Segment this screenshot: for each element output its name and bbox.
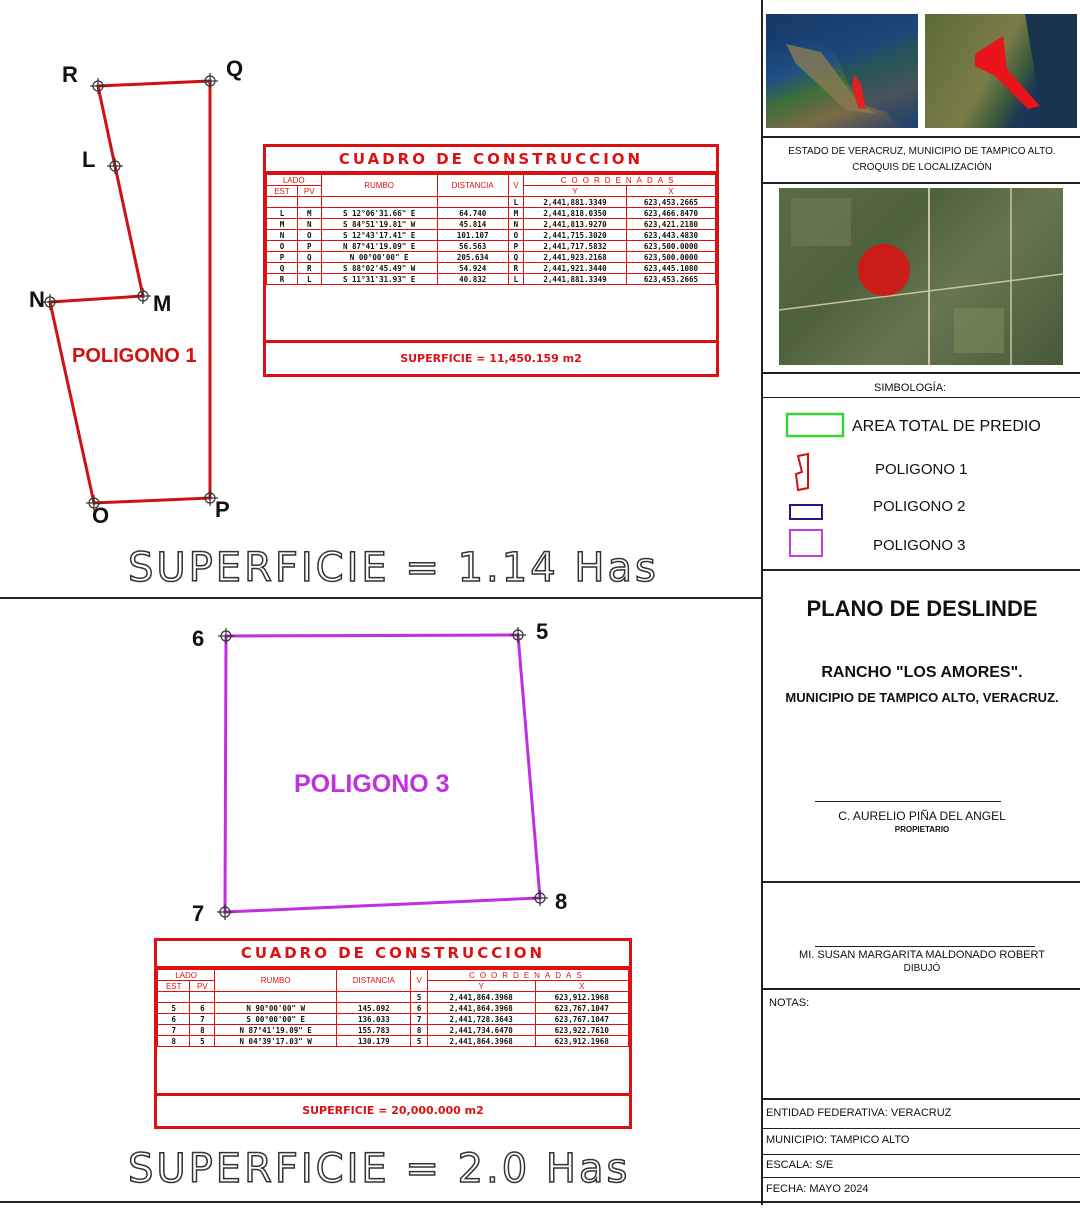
- rancho-name: RANCHO "LOS AMORES".: [821, 664, 1023, 681]
- cell-est: L: [267, 208, 298, 219]
- cell-rumbo: N 90°00'00" W: [215, 1003, 337, 1014]
- legend-label-poligono-2: POLIGONO 2: [873, 498, 966, 515]
- cell-y: 2,441,923.2168: [524, 252, 627, 263]
- sidebar-divider: [763, 136, 1080, 138]
- cell-rumbo: S 12°06'31.66" E: [321, 208, 437, 219]
- cell-y: 2,441,818.0350: [524, 208, 627, 219]
- entidad-field: ENTIDAD FEDERATIVA: VERACRUZ: [766, 1107, 952, 1119]
- fecha-field: FECHA: MAYO 2024: [766, 1183, 869, 1195]
- cell-x: 623,500.0000: [626, 252, 715, 263]
- table-row: [267, 263, 716, 274]
- vertex-label-p: P: [215, 497, 230, 522]
- cell-rumbo: S 84°51'19.81" W: [321, 219, 437, 230]
- cell-v: L: [508, 274, 524, 285]
- cell-pv: 5: [190, 1036, 215, 1047]
- cell-v: 5: [411, 992, 427, 1003]
- cell-y: 2,441,881.3349: [524, 274, 627, 285]
- cell-x: 623,912.1968: [535, 1036, 629, 1047]
- cell-pv: L: [297, 274, 321, 285]
- cell-x: 623,421.2180: [626, 219, 715, 230]
- vertex-label-o: O: [92, 503, 110, 528]
- table-row: [158, 992, 629, 1003]
- cell-v: R: [508, 263, 524, 274]
- polygon-1-outline: [50, 81, 210, 503]
- bottom-border: [0, 1201, 1080, 1203]
- panel-divider-vertical: [761, 0, 763, 1205]
- header-pv: PV: [297, 186, 321, 197]
- cell-v: M: [508, 208, 524, 219]
- cell-y: 2,441,864.3968: [427, 992, 535, 1003]
- vertex-label-8: 8: [555, 889, 568, 914]
- cell-distancia: 56.563: [437, 241, 508, 252]
- cell-pv: 7: [190, 1014, 215, 1025]
- legend-label-poligono-1: POLIGONO 1: [875, 461, 968, 478]
- cell-rumbo: S 11°31'31.93" E: [321, 274, 437, 285]
- cell-distancia: 40.832: [437, 274, 508, 285]
- header-x: X: [626, 186, 715, 197]
- header-est: EST: [267, 186, 298, 197]
- drawer-role: DIBUJÓ: [903, 963, 941, 974]
- legend-symbol-poligono-2: [790, 505, 822, 519]
- header-v: V: [411, 970, 427, 992]
- polygon-1-label: POLIGONO 1: [72, 345, 197, 367]
- table-row: [158, 1014, 629, 1025]
- vertex-label-5: 5: [536, 619, 549, 644]
- municipio-line: MUNICIPIO DE TAMPICO ALTO, VERACRUZ.: [785, 690, 1059, 705]
- cell-y: 2,441,921.3440: [524, 263, 627, 274]
- table-row: [267, 252, 716, 263]
- cell-pv: O: [297, 230, 321, 241]
- escala-field: ESCALA: S/E: [766, 1159, 834, 1171]
- cell-y: 2,441,864.3968: [427, 1003, 535, 1014]
- table-row: [267, 208, 716, 219]
- polygon-1-superficie: SUPERFICIE = 1.14 Has: [128, 545, 659, 591]
- cell-pv: P: [297, 241, 321, 252]
- cell-est: 5: [158, 1003, 190, 1014]
- cell-x: 623,443.4830: [626, 230, 715, 241]
- owner-signature-line: [815, 801, 1001, 802]
- table-row: [267, 197, 716, 208]
- construction-table-grid: [266, 174, 716, 285]
- sidebar-divider: [763, 881, 1080, 883]
- owner-name: C. AURELIO PIÑA DEL ANGEL: [838, 809, 1006, 823]
- construction-table-polygon-1: [263, 144, 719, 377]
- drawer-name: MI. SUSAN MARGARITA MALDONADO ROBERT: [799, 949, 1045, 961]
- cell-x: 623,453.2665: [626, 197, 715, 208]
- satellite-map-mexico: [766, 14, 918, 128]
- cell-est: N: [267, 230, 298, 241]
- polygon-3-label: POLIGONO 3: [294, 770, 450, 798]
- cell-y: 2,441,881.3349: [524, 197, 627, 208]
- cell-v: 6: [411, 1003, 427, 1014]
- legend-symbol-area-total: [787, 414, 843, 436]
- cell-x: 623,466.8470: [626, 208, 715, 219]
- cell-v: 7: [411, 1014, 427, 1025]
- cell-rumbo: S 12°43'17.41" E: [321, 230, 437, 241]
- croquis-satellite-map: [779, 188, 1063, 365]
- cell-y: 2,441,864.3968: [427, 1036, 535, 1047]
- legend-symbol-poligono-3: [790, 530, 822, 556]
- satellite-map-region: [925, 14, 1077, 128]
- cell-rumbo: S 00°00'00" E: [215, 1014, 337, 1025]
- table-row: [267, 241, 716, 252]
- sidebar-divider: [763, 1098, 1080, 1100]
- plan-title: PLANO DE DESLINDE: [806, 596, 1038, 621]
- construction-table-superficie: SUPERFICIE = 11,450.159 m2: [266, 340, 716, 374]
- table-row: [158, 1025, 629, 1036]
- header-rumbo: RUMBO: [215, 970, 337, 992]
- header-est: EST: [158, 981, 190, 992]
- table-row: [158, 1036, 629, 1047]
- location-caption-1: ESTADO DE VERACRUZ, MUNICIPIO DE TAMPICO ALTO.: [788, 146, 1056, 157]
- cell-distancia: 130.179: [337, 1036, 411, 1047]
- header-x: X: [535, 981, 629, 992]
- cell-v: Q: [508, 252, 524, 263]
- cell-est: 8: [158, 1036, 190, 1047]
- header-y: Y: [524, 186, 627, 197]
- vertex-label-l: L: [82, 147, 96, 172]
- cell-distancia: 101.107: [437, 230, 508, 241]
- drawer-signature-line: [815, 946, 1035, 947]
- header-y: Y: [427, 981, 535, 992]
- table-row: [158, 1003, 629, 1014]
- cell-x: 623,767.1047: [535, 1014, 629, 1025]
- cell-est: R: [267, 274, 298, 285]
- cell-distancia: 145.092: [337, 1003, 411, 1014]
- cell-pv: 6: [190, 1003, 215, 1014]
- construction-table-grid: [157, 969, 629, 1047]
- polygon-1-vertex-markers: [42, 73, 218, 511]
- cell-v: L: [508, 197, 524, 208]
- header-lado: LADO: [158, 970, 215, 981]
- cell-y: 2,441,717.5832: [524, 241, 627, 252]
- panel-divider-horizontal: [0, 597, 762, 599]
- simbologia-title: SIMBOLOGÍA:: [874, 382, 947, 394]
- vertex-label-r: R: [62, 62, 78, 87]
- sidebar-divider: [763, 182, 1080, 184]
- cell-distancia: 54.924: [437, 263, 508, 274]
- legend-label-poligono-3: POLIGONO 3: [873, 537, 966, 554]
- location-caption-2: CROQUIS DE LOCALIZACIÓN: [852, 162, 992, 173]
- cell-rumbo: N 87°41'19.09" E: [215, 1025, 337, 1036]
- cell-distancia: 155.783: [337, 1025, 411, 1036]
- cell-x: 623,767.1047: [535, 1003, 629, 1014]
- sidebar-divider: [763, 1177, 1080, 1178]
- cell-rumbo: N 00°00'00" E: [321, 252, 437, 263]
- construction-table-superficie: SUPERFICIE = 20,000.000 m2: [157, 1093, 629, 1126]
- owner-role: PROPIETARIO: [894, 825, 950, 834]
- cell-v: N: [508, 219, 524, 230]
- vertex-label-7: 7: [192, 901, 205, 926]
- polygon-3-superficie: SUPERFICIE = 2.0 Has: [128, 1146, 631, 1192]
- cell-v: O: [508, 230, 524, 241]
- table-row: [267, 274, 716, 285]
- header-distancia: DISTANCIA: [437, 175, 508, 197]
- table-row: [267, 219, 716, 230]
- header-coordenadas: COORDENADAS: [427, 970, 628, 981]
- cell-rumbo: N 87°41'19.09" E: [321, 241, 437, 252]
- cell-distancia: 136.033: [337, 1014, 411, 1025]
- construction-table-title: CUADRO DE CONSTRUCCION: [266, 147, 716, 174]
- notas-label: NOTAS:: [769, 997, 810, 1009]
- cell-est: P: [267, 252, 298, 263]
- sidebar-divider: [763, 1128, 1080, 1129]
- table-row: [267, 230, 716, 241]
- cell-est: 7: [158, 1025, 190, 1036]
- sidebar-divider: [763, 1154, 1080, 1155]
- legend-label-area-total: AREA TOTAL DE PREDIO: [852, 418, 1041, 435]
- cell-x: 623,453.2665: [626, 274, 715, 285]
- vertex-label-6: 6: [192, 626, 205, 651]
- vertex-label-n: N: [29, 287, 45, 312]
- cell-est: O: [267, 241, 298, 252]
- cell-distancia: 45.814: [437, 219, 508, 230]
- sidebar-divider: [763, 569, 1080, 571]
- header-lado: LADO: [267, 175, 322, 186]
- cell-pv: N: [297, 219, 321, 230]
- header-pv: PV: [190, 981, 215, 992]
- header-distancia: DISTANCIA: [337, 970, 411, 992]
- legend-symbols: [780, 408, 850, 563]
- cell-y: 2,441,734.6470: [427, 1025, 535, 1036]
- cell-rumbo: N 04°39'17.03" W: [215, 1036, 337, 1047]
- sidebar-divider: [763, 372, 1080, 374]
- header-coordenadas: COORDENADAS: [524, 175, 716, 186]
- cell-x: 623,500.0000: [626, 241, 715, 252]
- construction-table-title: CUADRO DE CONSTRUCCION: [157, 941, 629, 969]
- cell-distancia: 64.740: [437, 208, 508, 219]
- cell-x: 623,912.1968: [535, 992, 629, 1003]
- cell-rumbo: S 88°02'45.49" W: [321, 263, 437, 274]
- cell-distancia: 205.634: [437, 252, 508, 263]
- municipio-field: MUNICIPIO: TAMPICO ALTO: [766, 1134, 910, 1146]
- cell-v: 5: [411, 1036, 427, 1047]
- cell-est: Q: [267, 263, 298, 274]
- cell-v: P: [508, 241, 524, 252]
- region-map-shape: [925, 14, 1077, 128]
- vertex-label-q: Q: [226, 56, 244, 81]
- cell-est: M: [267, 219, 298, 230]
- cell-pv: 8: [190, 1025, 215, 1036]
- header-v: V: [508, 175, 524, 197]
- sidebar-divider: [763, 988, 1080, 990]
- cell-y: 2,441,715.3020: [524, 230, 627, 241]
- cell-pv: Q: [297, 252, 321, 263]
- croquis-map-shapes: [779, 188, 1063, 365]
- legend-symbol-poligono-1: [796, 454, 808, 490]
- cell-est: 6: [158, 1014, 190, 1025]
- header-rumbo: RUMBO: [321, 175, 437, 197]
- mexico-map-shape: [766, 14, 918, 128]
- cell-x: 623,922.7610: [535, 1025, 629, 1036]
- cell-x: 623,445.1080: [626, 263, 715, 274]
- cell-pv: M: [297, 208, 321, 219]
- cell-y: 2,441,728.3643: [427, 1014, 535, 1025]
- construction-table-polygon-3: [154, 938, 632, 1129]
- cell-y: 2,441,813.9270: [524, 219, 627, 230]
- cell-v: 8: [411, 1025, 427, 1036]
- cell-pv: R: [297, 263, 321, 274]
- sidebar-divider: [763, 397, 1080, 398]
- vertex-label-m: M: [153, 291, 172, 316]
